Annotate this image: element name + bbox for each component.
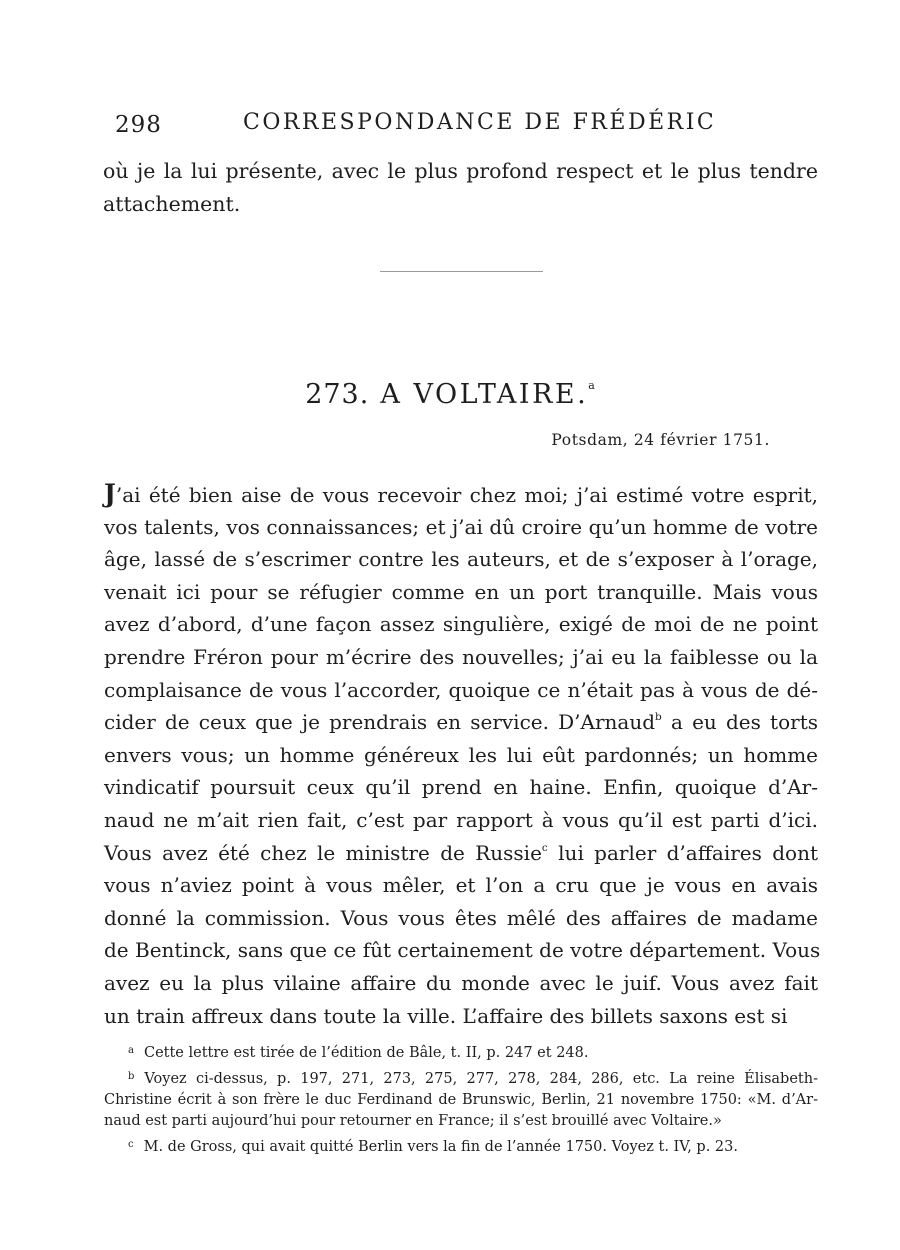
page-number: 298 (115, 112, 162, 138)
previous-paragraph-line: où je la lui présente, avec le plus profond respect et le plus tendre (103, 159, 818, 183)
body-text-segment: vos talents, vos connaissances; et j’ai dû croire qu’un homme de votre (104, 514, 818, 539)
footnote-mark: b (128, 1071, 135, 1082)
body-line (104, 641, 818, 674)
body-line (104, 837, 818, 870)
footnote-ref-b: b (655, 711, 662, 724)
footnote-ref-a: a (588, 379, 595, 392)
letter-heading (0, 379, 900, 410)
body-text-segment: vous n’aviez point à vous mêler, et l’on a cru que je vous en avais (104, 873, 818, 898)
body-text-segment: venait ici pour se réfugier comme en un port tranquille. Mais vous (104, 579, 818, 604)
body-line (104, 608, 818, 641)
body-line (104, 934, 821, 967)
footnote-text: Cette lettre est tirée de l’édition de Bâle, t. II, p. 247 et 248. (143, 1045, 589, 1061)
body-line (104, 902, 818, 935)
body-text-segment: âge, lassé de s’escrimer contre les auteurs, et de s’exposer à l’orage, (104, 547, 818, 572)
letter-body (104, 478, 821, 1032)
footnote-mark: c (128, 1139, 134, 1150)
body-text-segment: avez eu la plus vilaine affaire du monde avec le juif. Vous avez fait (104, 970, 818, 995)
previous-paragraph-line: attachement. (103, 192, 241, 216)
body-line (104, 543, 818, 576)
body-line (104, 706, 818, 739)
footnote-line (104, 1066, 818, 1090)
body-text-segment: vindicatif poursuit ceux qu’il prend en haine. Enfin, quoique d’Ar- (104, 775, 818, 800)
body-line (104, 576, 818, 609)
drop-cap: J (104, 479, 116, 508)
body-line (104, 511, 818, 544)
footnote-line (104, 1040, 818, 1064)
dateline: Potsdam, 24 février 1751. (551, 431, 770, 449)
body-line (104, 967, 818, 1000)
letter-number: 273. (305, 379, 370, 410)
footnote-ref-c: c (541, 841, 548, 854)
body-text-segment: de Bentinck, sans que ce fût certainement de votre département. Vous (104, 938, 821, 963)
footnote-text: Voyez ci-dessus, p. 197, 271, 273, 275, 277, 278, 284, 286, etc. La reine Élisabeth- (144, 1071, 818, 1087)
footnote-c (104, 1134, 818, 1158)
footnote-line (104, 1111, 818, 1132)
previous-paragraph (103, 155, 818, 221)
body-line (104, 739, 818, 772)
footnotes (104, 1040, 818, 1158)
footnote-text: naud est parti aujourd’hui pour retourner en France; il s’est brouillé avec Voltaire.» (104, 1113, 722, 1129)
footnote-text: M. de Gross, qui avait quitté Berlin vers la fin de l’année 1750. Voyez t. IV, p. 23. (143, 1139, 738, 1155)
footnote-line (104, 1090, 818, 1111)
page-header (115, 110, 815, 140)
body-text-segment: prendre Fréron pour m’écrire des nouvelles; j’ai eu la faiblesse ou la (104, 644, 818, 669)
body-text-segment: complaisance de vous l’accorder, quoique ce n’était pas à vous de dé- (104, 677, 818, 702)
footnote-a (104, 1040, 818, 1064)
footnote-b (104, 1066, 818, 1132)
body-text-segment: avez d’abord, d’une façon assez singulière, exigé de moi de ne point (104, 612, 818, 637)
body-text-segment: ’ai été bien aise de vous recevoir chez moi; j’ai estimé votre esprit, (115, 483, 818, 507)
footnote-line (104, 1134, 818, 1158)
body-text-segment: a eu des torts (661, 710, 818, 735)
body-line (104, 869, 818, 902)
body-text-segment: cider de ceux que je prendrais en service. D’Arnaud (104, 710, 656, 735)
body-text-segment: Vous avez été chez le ministre de Russie (104, 840, 542, 865)
body-text-segment: donné la commission. Vous vous êtes mêlé des affaires de madame (104, 905, 818, 930)
body-text-segment: lui parler d’affaires dont (547, 840, 819, 865)
running-title: CORRESPONDANCE DE FRÉDÉRIC (243, 110, 717, 135)
body-line (104, 771, 818, 804)
body-line (104, 804, 818, 837)
body-text-segment: envers vous; un homme généreux les lui eût pardonnés; un homme (104, 742, 818, 767)
body-text-segment: un train affreux dans toute la ville. L’affaire des billets saxons est si (104, 1003, 788, 1028)
footnote-text: Christine écrit à son frère le duc Ferdinand de Brunswic, Berlin, 21 novembre 1750: «M. d’Ar- (104, 1092, 818, 1108)
section-divider (380, 271, 543, 272)
footnote-mark: a (128, 1045, 134, 1056)
body-text-segment: naud ne m’ait rien fait, c’est par rapport à vous qu’il est parti d’ici. (104, 807, 818, 832)
body-line (104, 1000, 818, 1033)
body-line (104, 674, 818, 707)
letter-title: A VOLTAIRE. (380, 379, 589, 410)
body-line (104, 478, 818, 511)
